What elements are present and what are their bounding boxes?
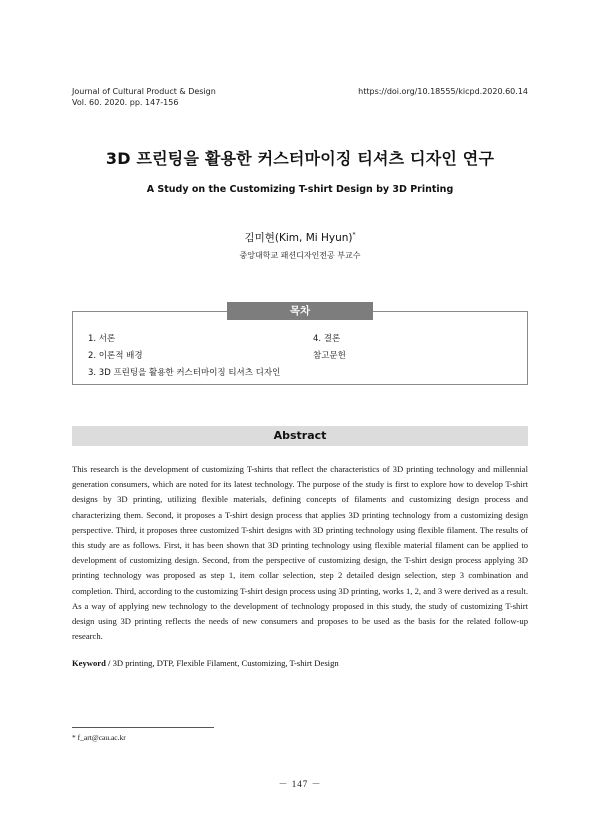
toc-item-conclusion: 4. 결론: [313, 334, 341, 344]
footnote: [72, 733, 126, 743]
journal-volume: Vol. 60. 2020. pp. 147-156: [72, 98, 179, 107]
toc-item-references: 참고문헌: [313, 351, 346, 361]
toc-title: 목차: [227, 302, 373, 320]
paper-title-english: A Study on the Customizing T-shirt Design by 3D Printing: [146, 184, 454, 195]
author-footnote-mark: *: [352, 231, 356, 239]
page-number: － 147 －: [278, 779, 322, 789]
keyword-label: Keyword /: [72, 658, 111, 668]
toc-item-introduction: 1. 서론: [88, 334, 116, 344]
paper-title-korean: 3D 프린팅을 활용한 커스터마이징 티셔츠 디자인 연구: [105, 149, 495, 168]
keyword-line: [72, 657, 528, 669]
author-affiliation: 중앙대학교 패션디자인전공 부교수: [239, 251, 361, 260]
journal-header: [72, 86, 216, 108]
keyword-list: 3D printing, DTP, Flexible Filament, Customizing, T-shirt Design: [112, 658, 339, 668]
footnote-divider: [72, 727, 214, 728]
toc-item-background: 2. 이론적 배경: [88, 351, 143, 361]
footnote-email: f_art@cau.ac.kr: [77, 733, 126, 742]
abstract-body: This research is the development of customizing T-shirts that reflect the characteristics of 3D printing technology and millennial generation consumers, which are noted for its latest technology. The purpose of the study is first to explore how to develop T-shirt designs by 3D printing, utilizing flexible materials, defining concepts of filaments and customizing design process and characterizing them. Second, it proposes a T-shirt design process that applies 3D printing technology from a customizing design perspective. Third, it proposes three customized T-shirt designs with 3D printing technology using flexible filament. The results of this study are as follows. First, it has been shown that 3D printing technology using flexible material filament can be applied to development of customizing design. Second, from the perspective of customizing design, the T-shirt design process applying 3D printing technology was proposed as step 1, item collar selection, step 2 detailed design selection, step 3 combination and completion. Third, according to the customizing T-shirt design process using 3D printing, works 1, 2, and 3 were derived as a result. As a way of applying new technology to the development of technology proposed in this study, the study of customizing T-shirt design using 3D printing reflects the needs of new consumers and proposes to be used as the basis for the related follow-up research.: [72, 464, 528, 642]
toc-item-design: 3. 3D 프린팅을 활용한 커스터마이징 티셔츠 디자인: [88, 368, 281, 378]
doi-link[interactable]: https://doi.org/10.18555/kicpd.2020.60.14: [358, 87, 528, 96]
abstract-heading: Abstract: [72, 426, 528, 446]
author-line: [0, 230, 600, 245]
author-name: 김미현(Kim, Mi Hyun): [244, 232, 353, 244]
journal-name: Journal of Cultural Product & Design: [72, 87, 216, 96]
footnote-mark: *: [72, 733, 76, 742]
